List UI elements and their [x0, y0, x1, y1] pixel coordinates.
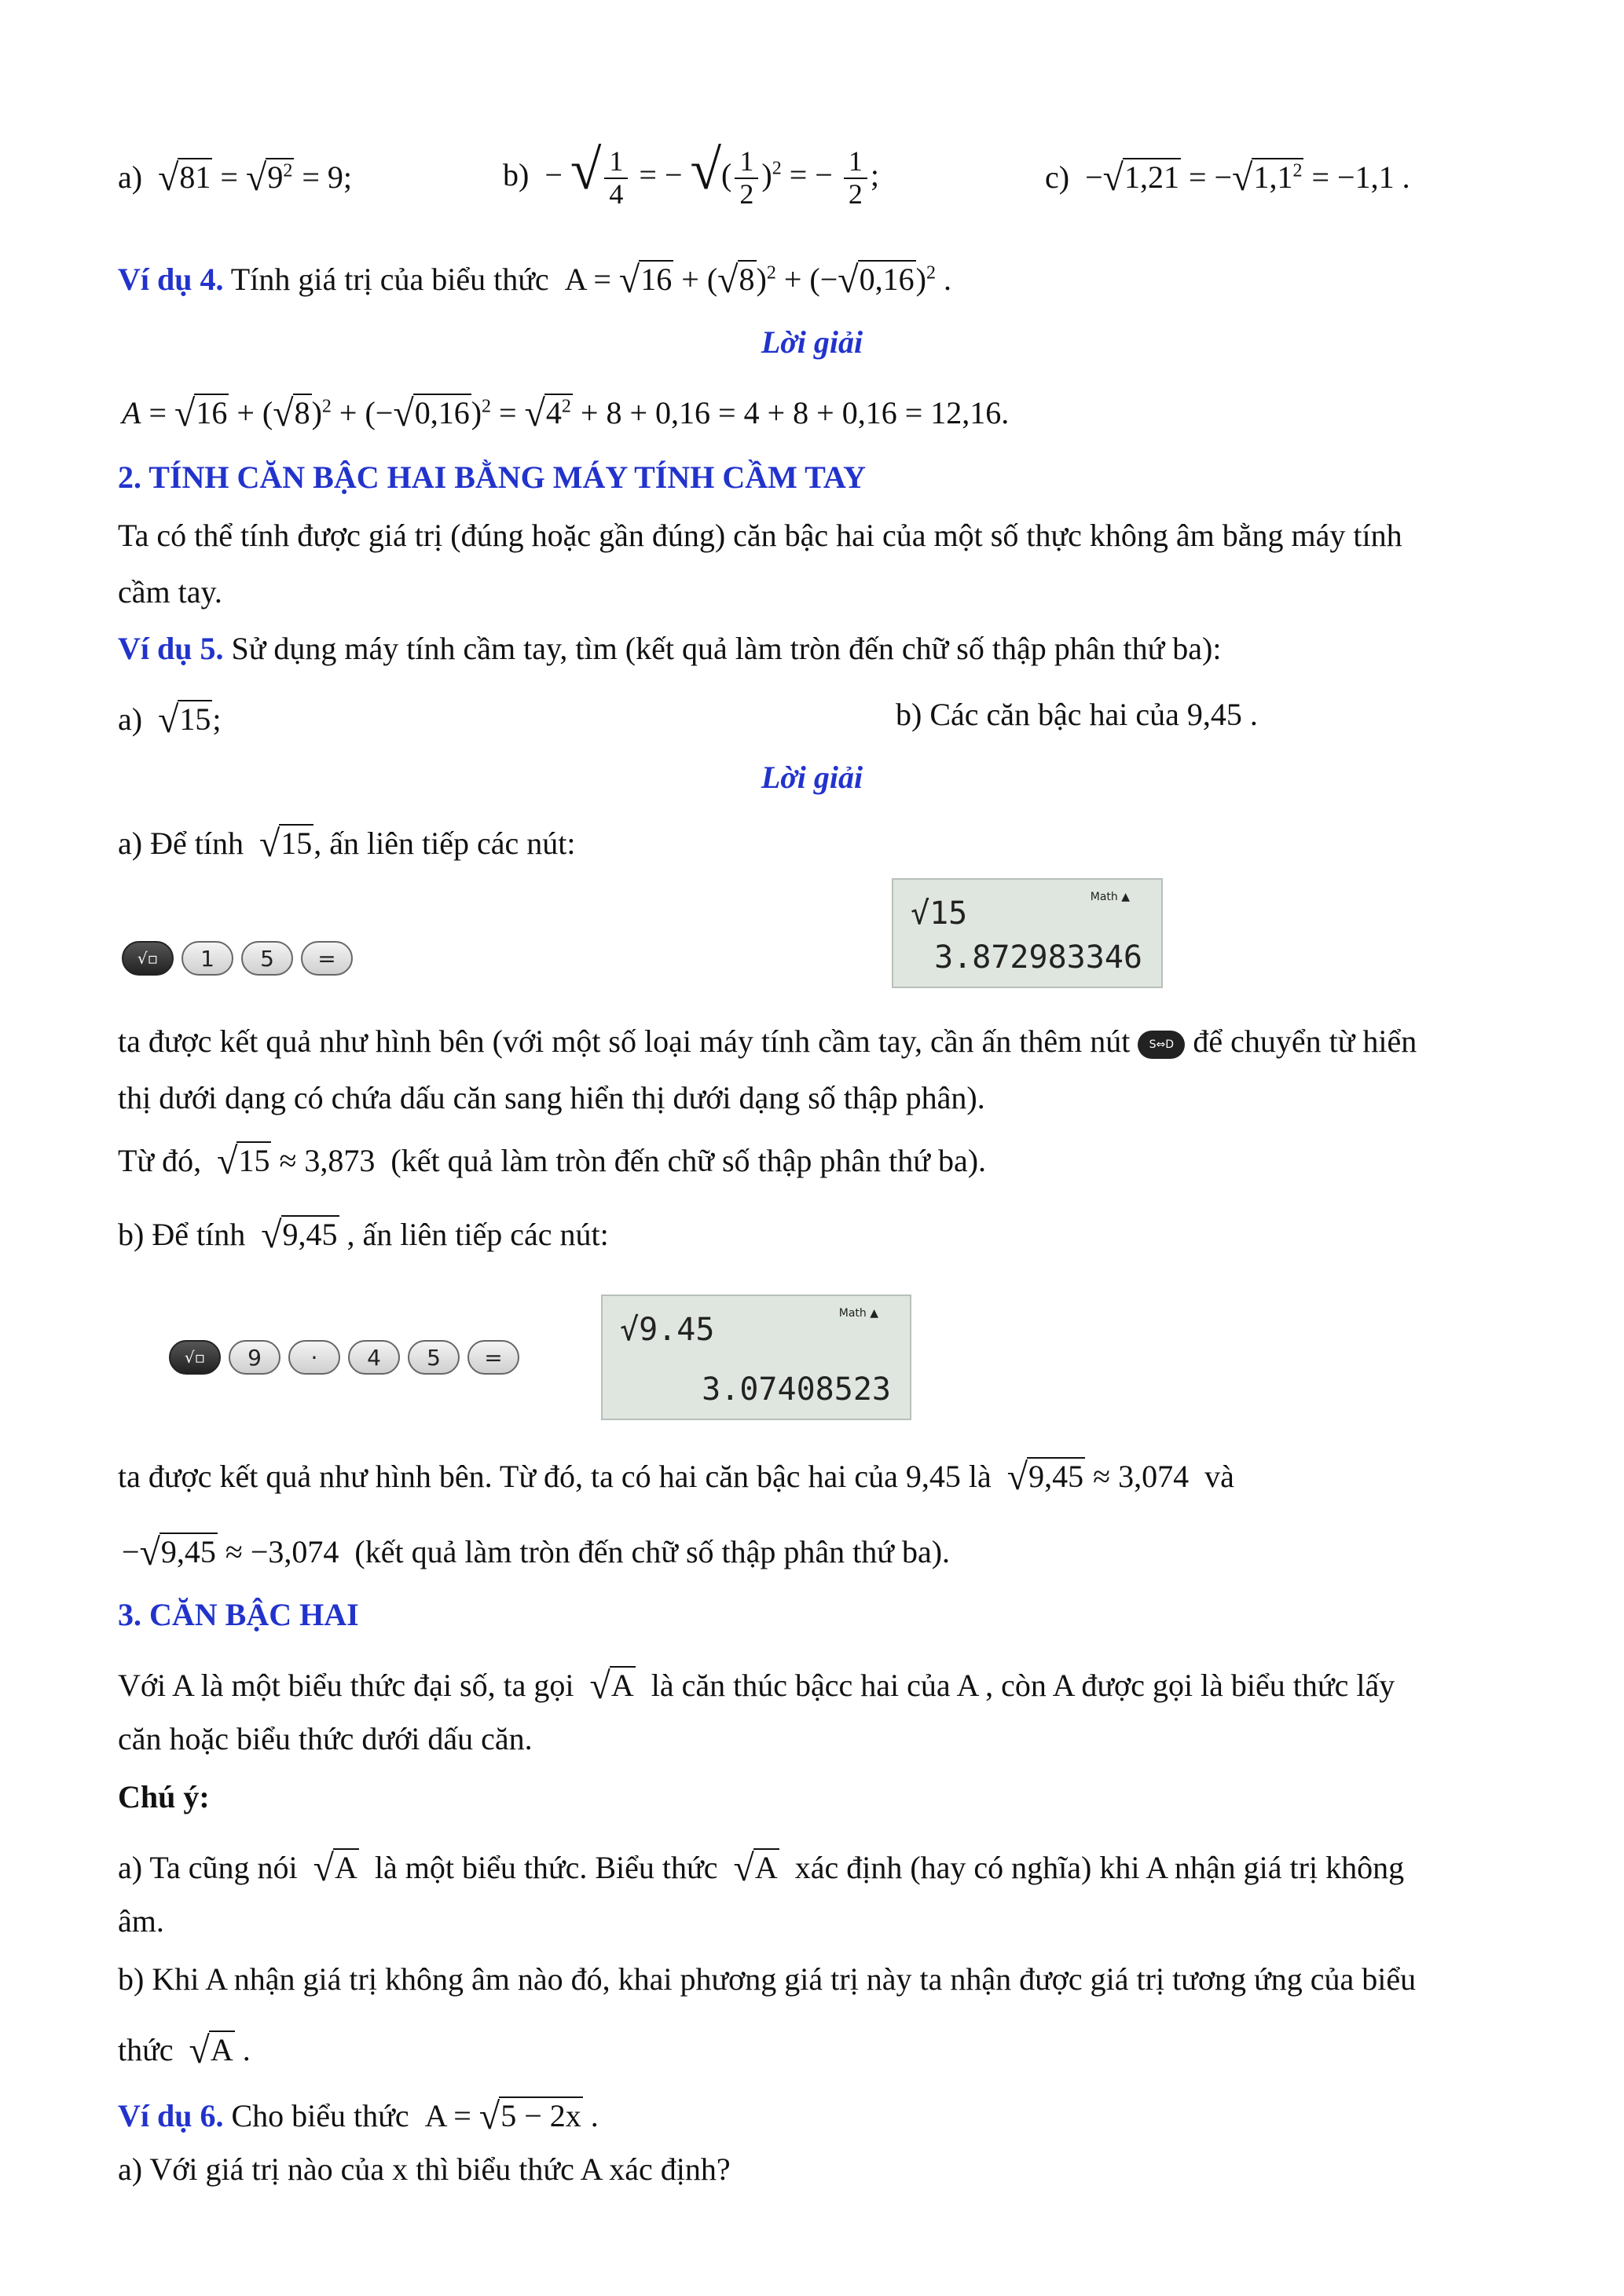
sqrt-key-icon: √▫ — [169, 1340, 221, 1375]
vidu5-b-solve: b) Để tính √9,45 , ấn liên tiếp các nút: — [118, 1214, 609, 1256]
key-1: 1 — [181, 941, 233, 976]
key-dot: · — [288, 1340, 340, 1375]
vidu5-result-p1: ta được kết quả như hình bên (với một số loại máy tính cầm tay, cần ấn thêm nút S⇔D để chuyển từ hiển — [118, 1023, 1417, 1059]
calc-screen-2: Math ▲ √9.45 3.07408523 — [601, 1294, 911, 1420]
example3-row: a) $√81 = √9^2 = 9$; — [118, 156, 353, 199]
vidu5-loigiai: Lời giải — [761, 760, 863, 795]
note-label: Chú ý: — [118, 1779, 210, 1814]
vidu5-b: b) Các căn bậc hai của 9,45 . — [896, 697, 1258, 732]
vidu6-a: a) Với giá trị nào của x thì biểu thức A xác định? — [118, 2151, 731, 2187]
vidu4-label: Ví dụ 4. — [118, 262, 224, 297]
ex3-b: b) − √ $\frac{1}{4}$ = − √( $\frac{1}{2}$ )$^2$ = − $\frac{1}{2}$ ; — [503, 138, 879, 210]
section2-title: 2. TÍNH CĂN BẬC HAI BẰNG MÁY TÍNH CẦM TAY — [118, 460, 866, 495]
vidu4-line: Ví dụ 4. Tính giá trị của biểu thức $A = √16 + (√8)^2 + (-√0,16)^2$ . — [118, 258, 951, 301]
key-5: 5 — [408, 1340, 460, 1375]
sqrt-key-icon: √▫ — [122, 941, 174, 976]
section2-p2: cầm tay. — [118, 574, 222, 610]
vidu4-loigiai: Lời giải — [761, 324, 863, 360]
key-equals: = — [301, 941, 353, 976]
note-a-2: âm. — [118, 1903, 164, 1939]
note-b-2: thức √A . — [118, 2029, 251, 2071]
section2-p1: Ta có thể tính được giá trị (đúng hoặc gần đúng) căn bậc hai của một số thực không âm bằng máy tính — [118, 518, 1402, 553]
section3-p1: Với A là một biểu thức đại số, ta gọi √A là căn thúc bậcc hai của A , còn A được gọi là biểu thức lấy — [118, 1664, 1395, 1707]
key-sequence-1 — [122, 941, 353, 976]
calc1-result: 3.872983346 — [934, 939, 1142, 976]
vidu4-solution: $A = √16 + (√8)^2 + (-√0,16)^2 = √4^2 + 8 + 0,16 = 4 + 8 + 0,16 = 12,16$. — [122, 392, 1010, 434]
vidu6-label: Ví dụ 6. — [118, 2098, 224, 2133]
vidu5-tudo: Từ đó, √15 ≈ 3,873 (kết quả làm tròn đến chữ số thập phân thứ ba). — [118, 1140, 987, 1182]
key-4: 4 — [348, 1340, 400, 1375]
key-9: 9 — [229, 1340, 280, 1375]
ex3-a-label: a) — [118, 159, 143, 195]
vidu5-a-solve: a) Để tính √15, ấn liên tiếp các nút: — [118, 822, 576, 865]
calc-screen-1: Math ▲ √15 3.872983346 — [892, 878, 1163, 988]
vidu5-label: Ví dụ 5. — [118, 631, 224, 666]
note-b-1: b) Khi A nhận giá trị không âm nào đó, khai phương giá trị này ta nhận được giá trị tương ứng của biểu — [118, 1961, 1417, 1997]
vidu5-result-p2: thị dưới dạng có chứa dấu căn sang hiển thị dưới dạng số thập phân). — [118, 1080, 985, 1115]
note-a: a) Ta cũng nói √A là một biểu thức. Biểu thức √A xác định (hay có nghĩa) khi A nhận giá trị không — [118, 1847, 1405, 1889]
calc2-result: 3.07408523 — [702, 1371, 891, 1408]
section3-p2: căn hoặc biểu thức dưới dấu căn. — [118, 1721, 533, 1756]
vidu6-line: Ví dụ 6. Cho biểu thức A = √5 − 2x . — [118, 2095, 599, 2137]
key-5: 5 — [241, 941, 293, 976]
key-equals: = — [467, 1340, 519, 1375]
key-sequence-2 — [169, 1340, 519, 1375]
ex3-c: $c) -√1,21 = -√1,1^2 = -1,1$ . — [1045, 156, 1410, 199]
vidu5-b-result1: ta được kết quả như hình bên. Từ đó, ta có hai căn bậc hai của 9,45 là √9,45 ≈ 3,074 và — [118, 1456, 1234, 1498]
vidu5-line: Ví dụ 5. Sử dụng máy tính cầm tay, tìm (kết quả làm tròn đến chữ số thập phân thứ ba): — [118, 631, 1222, 666]
ex3-a-math: $√81 = √9^2 = 9$ — [158, 156, 343, 199]
vidu5-a: a) √15; — [118, 698, 222, 741]
vidu5-b-result2: −√9,45 ≈ −3,074 (kết quả làm tròn đến chữ số thập phân thứ ba). — [122, 1531, 951, 1573]
section3-title: 3. CĂN BẬC HAI — [118, 1597, 359, 1632]
s-d-key-icon: S⇔D — [1138, 1031, 1185, 1059]
